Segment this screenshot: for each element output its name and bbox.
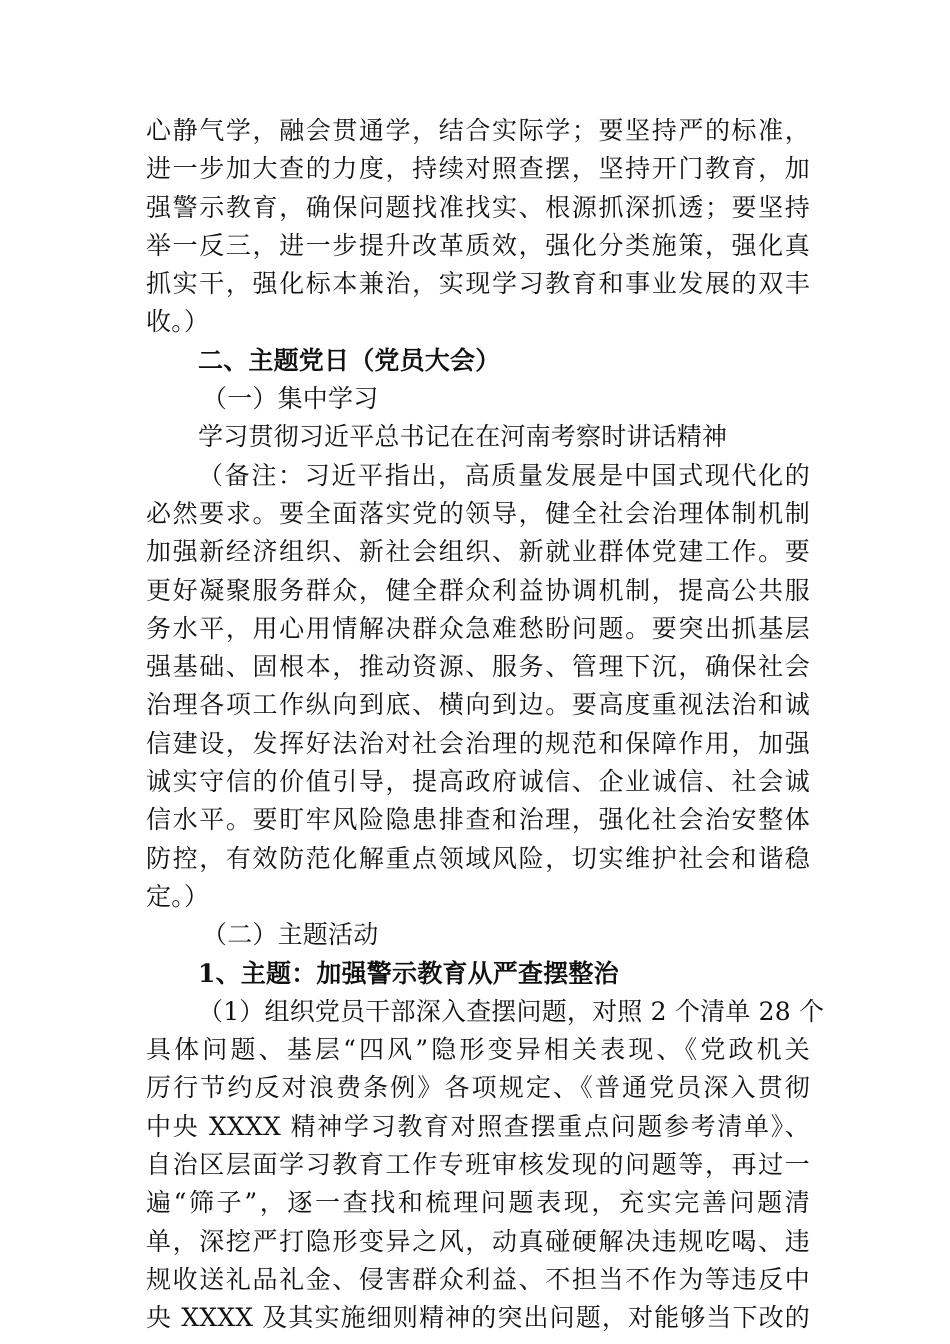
body-line: 抓实干，强化标本兼治，实现学习教育和事业发展的双丰 — [146, 269, 810, 299]
body-line: 治理各项工作纵向到底、横向到边。要高度重视法治和诚 — [146, 690, 810, 720]
body-line: 收。） — [146, 307, 210, 337]
body-line: 举一反三，进一步提升改革质效，强化分类施策，强化真 — [146, 230, 810, 260]
body-line: 信水平。要盯牢风险隐患排查和治理，强化社会治安整体 — [146, 805, 810, 835]
body-line: 必然要求。要全面落实党的领导，健全社会治理体制机制 — [146, 498, 810, 528]
body-line: 厉行节约反对浪费条例》各项规定、《普通党员深入贯彻 — [146, 1073, 810, 1103]
body-line: 进一步加大查的力度，持续对照查摆，坚持开门教育，加 — [146, 154, 810, 184]
body-line: 防控，有效防范化解重点领域风险，切实维护社会和谐稳 — [146, 843, 810, 873]
body-line: 更好凝聚服务群众，健全群众利益协调机制，提高公共服 — [146, 575, 810, 605]
body-line: 加强新经济组织、新社会组织、新就业群体党建工作。要 — [146, 537, 810, 567]
body-line: 央 XXXX 及其实施细则精神的突出问题，对能够当下改的 — [146, 1303, 810, 1333]
body-line: 强警示教育，确保问题找准找实、根源抓深抓透；要坚持 — [146, 192, 810, 222]
body-line: 具体问题、基层“四风”隐形变异相关表现、《党政机关 — [146, 1035, 810, 1065]
subsection-heading: （一）集中学习 — [202, 384, 379, 414]
document-body — [146, 112, 825, 1338]
body-line: 单，深挖严打隐形变异之风，动真碰硬解决违规吃喝、违 — [146, 1226, 810, 1256]
body-line: 遍“筛子”，逐一查找和梳理问题表现，充实完善问题清 — [146, 1188, 810, 1218]
body-line: 定。） — [146, 881, 210, 911]
body-line: （1）组织党员干部深入查摆问题，对照 2 个清单 28 个 — [198, 996, 825, 1026]
activity-heading: 1、主题：加强警示教育从严查摆整治 — [198, 958, 619, 988]
body-line: 心静气学，融会贯通学，结合实际学；要坚持严的标准， — [146, 116, 810, 145]
study-topic: 学习贯彻习近平总书记在在河南考察时讲话精神 — [198, 422, 728, 452]
body-line: （备注：习近平指出，高质量发展是中国式现代化的 — [198, 460, 810, 490]
body-line: 中央 XXXX 精神学习教育对照查摆重点问题参考清单》、 — [146, 1111, 810, 1141]
body-line: 信建设，发挥好法治对社会治理的规范和保障作用，加强 — [146, 728, 810, 758]
body-line: 自治区层面学习教育工作专班审核发现的问题等，再过一 — [146, 1150, 810, 1180]
body-line: 务水平，用心用情解决群众急难愁盼问题。要突出抓基层 — [146, 613, 810, 643]
section-heading: 二、主题党日（党员大会） — [198, 345, 501, 375]
body-line: 强基础、固根本，推动资源、服务、管理下沉，确保社会 — [146, 652, 810, 682]
subsection-heading: （二）主题活动 — [202, 920, 379, 950]
body-line: 诚实守信的价值引导，提高政府诚信、企业诚信、社会诚 — [146, 767, 810, 797]
body-line: 规收送礼品礼金、侵害群众利益、不担当不作为等违反中 — [146, 1264, 810, 1294]
